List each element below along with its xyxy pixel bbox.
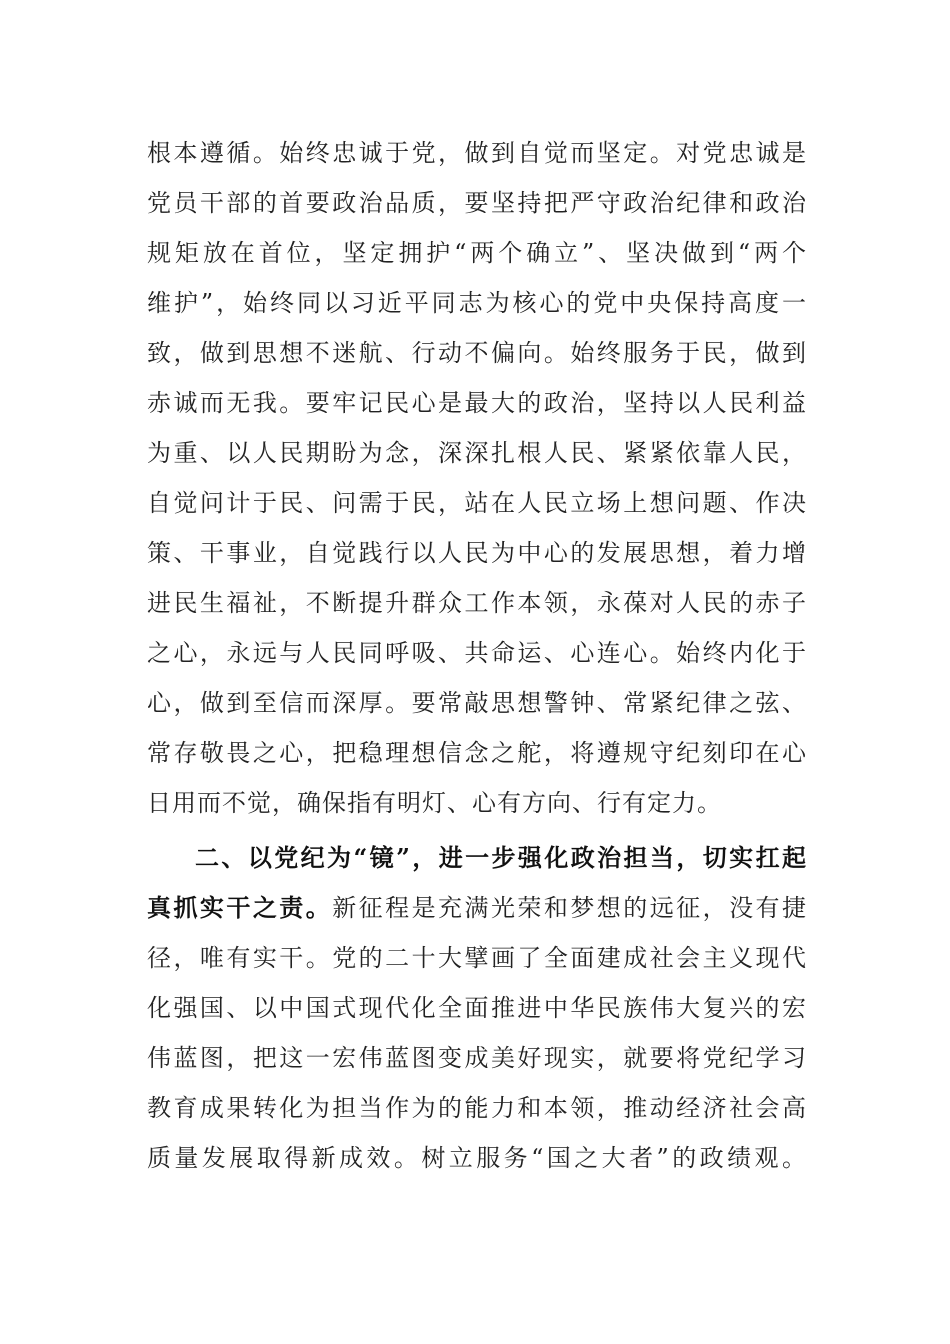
paragraph-1-line-12: 心，做到至信而深厚。要常敲思想警钟、常紧纪律之弦、 xyxy=(147,689,807,717)
section-heading-end: 真抓实干之责。 xyxy=(147,893,333,922)
paragraph-2-line-6: 教育成果转化为担当作为的能力和本领，推动经济社会高 xyxy=(147,1094,807,1122)
paragraph-1-line-11: 之心，永远与人民同呼吸、共命运、心连心。始终内化于 xyxy=(147,639,807,667)
paragraph-1-line-7: 为重、以人民期盼为念，深深扎根人民、紧紧依靠人民， xyxy=(147,439,807,467)
paragraph-1-line-5: 致，做到思想不迷航、行动不偏向。始终服务于民，做到 xyxy=(147,339,807,367)
paragraph-1-line-3: 规矩放在首位，坚定拥护“两个确立”、坚决做到“两个 xyxy=(147,239,807,267)
paragraph-1-line-2: 党员干部的首要政治品质，要坚持把严守政治纪律和政治 xyxy=(147,189,807,217)
paragraph-2-line-5: 伟蓝图，把这一宏伟蓝图变成美好现实，就要将党纪学习 xyxy=(147,1044,807,1072)
paragraph-2-line-2 xyxy=(147,888,807,928)
paragraph-2-line-7: 质量发展取得新成效。树立服务“国之大者”的政绩观。 xyxy=(147,1144,807,1172)
paragraph-1-line-8: 自觉问计于民、问需于民，站在人民立场上想问题、作决 xyxy=(147,489,807,517)
paragraph-1-line-6: 赤诚而无我。要牢记民心是最大的政治，坚持以人民利益 xyxy=(147,389,807,417)
paragraph-2-line-2-text: 新征程是充满光荣和梦想的远征，没有捷 xyxy=(332,894,808,922)
paragraph-1-line-1: 根本遵循。始终忠诚于党，做到自觉而坚定。对党忠诚是 xyxy=(147,139,807,167)
paragraph-2-line-4: 化强国、以中国式现代化全面推进中华民族伟大复兴的宏 xyxy=(147,994,807,1022)
section-heading: 二、以党纪为“镜”，进一步强化政治担当，切实扛起 xyxy=(195,843,807,872)
paragraph-1-line-4: 维护”，始终同以习近平同志为核心的党中央保持高度一 xyxy=(147,289,807,317)
paragraph-1-line-9: 策、干事业，自觉践行以人民为中心的发展思想，着力增 xyxy=(147,539,807,567)
paragraph-1-line-13: 常存敬畏之心，把稳理想信念之舵，将遵规守纪刻印在心 xyxy=(147,739,807,767)
paragraph-2-line-3: 径，唯有实干。党的二十大擘画了全面建成社会主义现代 xyxy=(147,944,807,972)
paragraph-1-line-14: 日用而不觉，确保指有明灯、心有方向、行有定力。 xyxy=(147,789,722,817)
paragraph-1-line-10: 进民生福祉，不断提升群众工作本领，永葆对人民的赤子 xyxy=(147,589,807,617)
